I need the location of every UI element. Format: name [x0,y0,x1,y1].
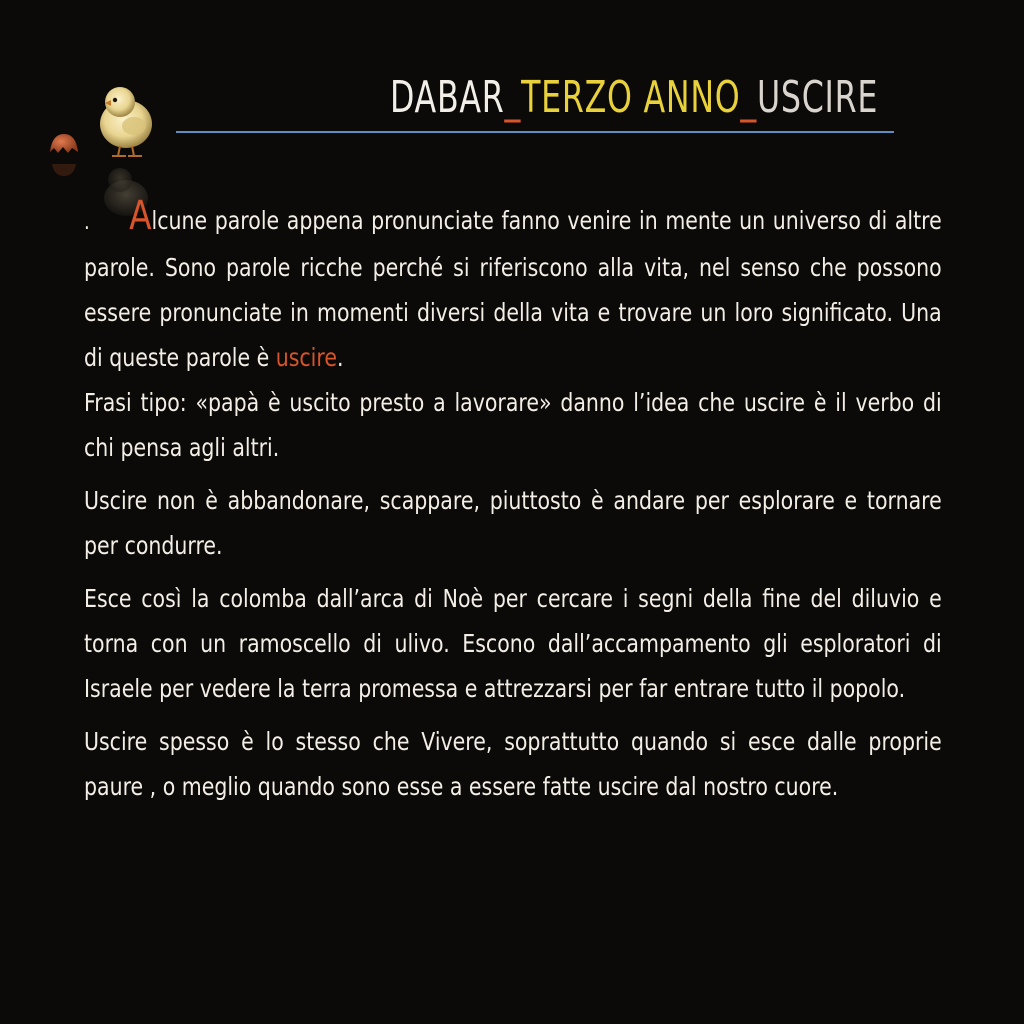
paragraph-1 [84,193,942,380]
title-underline [176,131,894,133]
paragraph-2: Frasi tipo: «papà è uscito presto a lavorare» danno l’idea che uscire è il verbo di chi pensa agli altri. [84,388,942,462]
title-terzo-anno: TERZO ANNO [521,72,741,123]
bullet-dot: . [84,210,90,235]
title-dabar: DABAR [390,72,505,123]
paragraph-3: Uscire non è abbandonare, scappare, piuttosto è andare per esplorare e tornare per condurre. [84,486,942,560]
paragraph-4: Esce così la colomba dall’arca di Noè per cercare i segni della fine del diluvio e torna con un ramoscello di ulivo. Escono dall’accampamento gli esploratori di Israele per vedere la terra promessa e attrezzarsi per far entrare tutto il popolo. [84,584,942,703]
paragraph-5: Uscire spesso è lo stesso che Vivere, soprattutto quando si esce dalle proprie paure , o meglio quando sono esse a essere fatte uscire dal nostro cuore. [84,727,942,801]
page-title [390,70,878,126]
title-uscire: USCIRE [756,72,879,123]
paragraph-1-text: lcune parole appena pronunciate fanno venire in mente un universo di altre parole. Sono parole ricche perché si riferiscono alla vita, nel senso che possono essere pronunciate in momenti diversi della vita e trovare un loro significato. Una di queste parole è [84,206,942,372]
body-text [84,193,942,817]
highlight-word: uscire [275,343,337,372]
drop-cap: A [129,193,152,239]
title-separator: _ [740,72,757,123]
title-separator: _ [504,72,522,123]
paragraph-1-end: . [336,343,344,372]
